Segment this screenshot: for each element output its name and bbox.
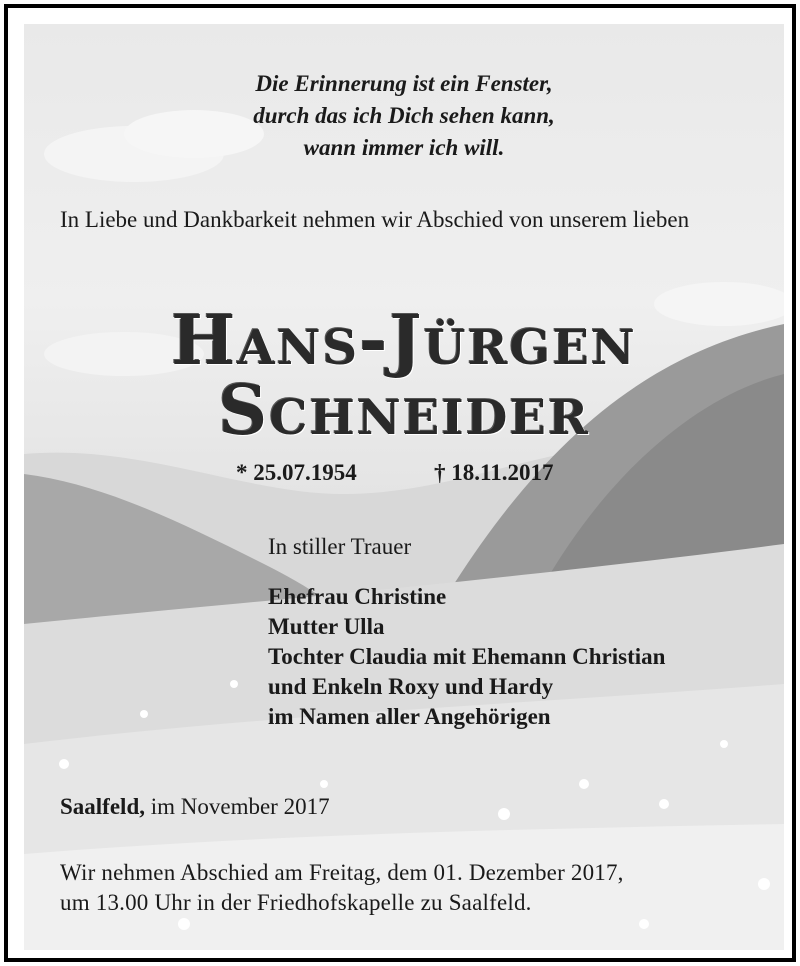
mourners-list	[268, 582, 665, 732]
place-city: Saalfeld,	[60, 794, 145, 819]
place-date: im November 2017	[144, 794, 330, 819]
mourner-item: Ehefrau Christine	[268, 584, 447, 609]
deceased-first-name: Hans-Jürgen	[171, 301, 637, 381]
quote-line: durch das ich Dich sehen kann,	[253, 103, 555, 128]
quote-line: Die Erinnerung ist ein Fenster,	[255, 71, 553, 96]
mourner-item: im Namen aller Angehörigen	[268, 704, 551, 729]
place-and-date	[60, 794, 330, 820]
birth-date: * 25.07.1954	[236, 460, 357, 485]
mourner-item: Tochter Claudia mit Ehemann Christian	[268, 644, 666, 669]
funeral-line: um 13.00 Uhr in der Friedhofskapelle zu Saalfeld.	[60, 890, 532, 915]
intro-text: In Liebe und Dankbarkeit nehmen wir Abschied von unserem lieben	[60, 207, 690, 232]
funeral-line: Wir nehmen Abschied am Freitag, dem 01. Dezember 2017,	[60, 860, 624, 885]
obituary-frame	[4, 4, 796, 962]
funeral-notice	[60, 858, 624, 918]
mourning-heading: In stiller Trauer	[268, 534, 412, 559]
memorial-quote	[24, 68, 784, 164]
landscape-background-image	[24, 24, 784, 950]
mourner-item: Mutter Ulla	[268, 614, 385, 639]
death-date: † 18.11.2017	[434, 460, 554, 485]
deceased-last-name: Schneider	[218, 371, 590, 451]
mourner-item: und Enkeln Roxy und Hardy	[268, 674, 554, 699]
quote-line: wann immer ich will.	[303, 135, 505, 160]
